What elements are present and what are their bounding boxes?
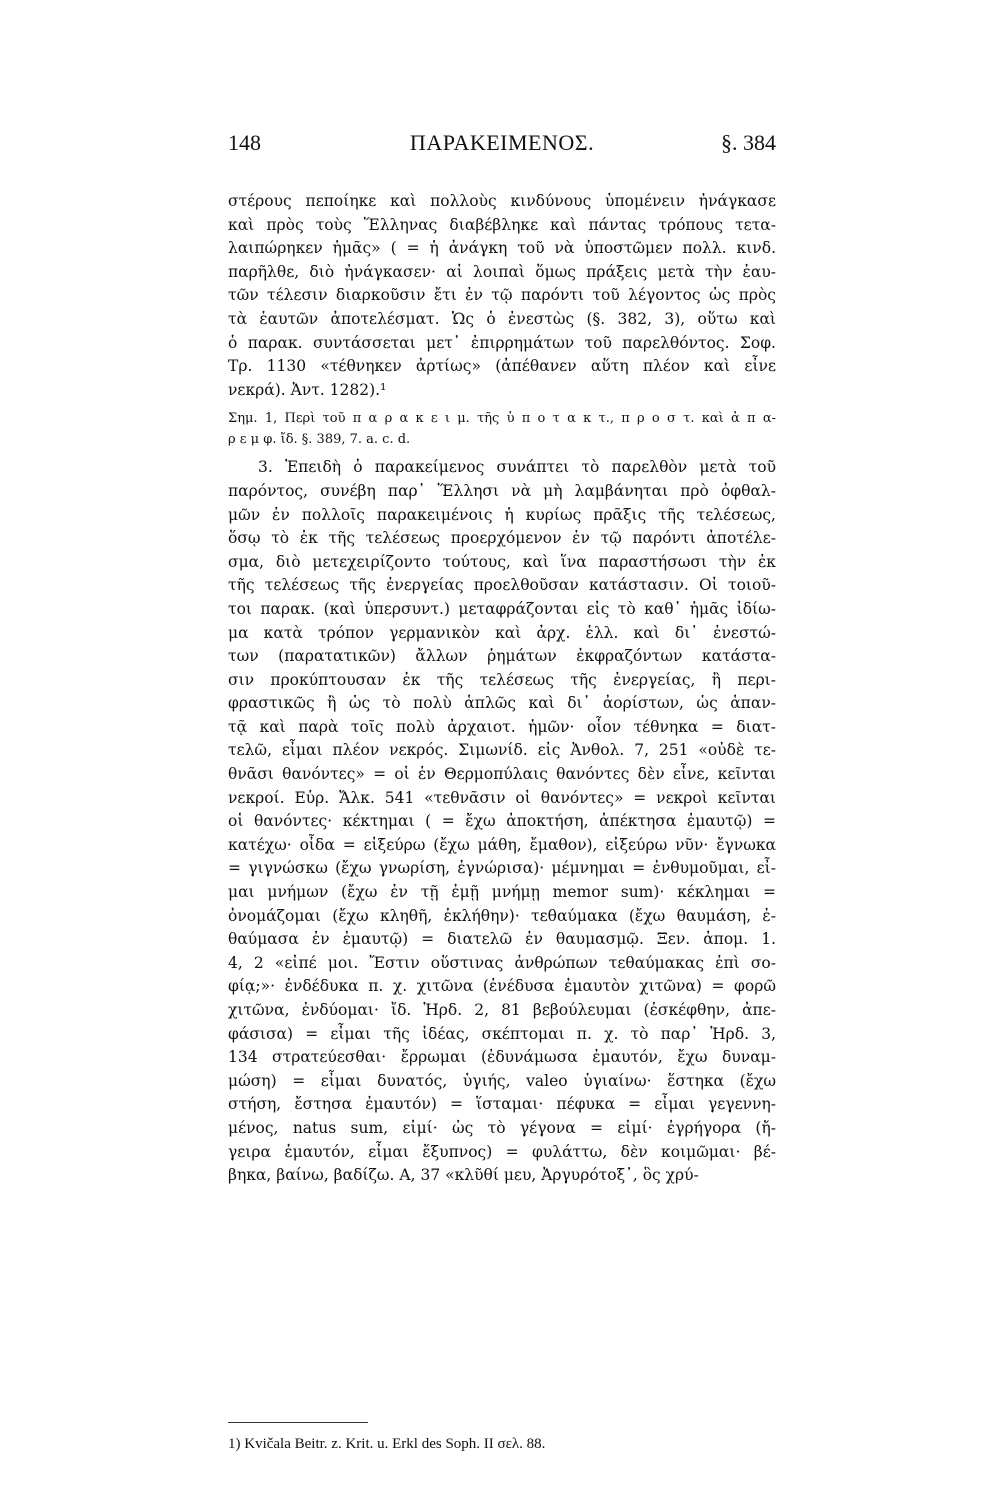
paragraph-continuation [228, 190, 776, 402]
text-line: μένος, natus sum, εἰμί· ὡς τὸ γέγονα = εἰμί· ἐγρήγορα (ἤ- [228, 1118, 776, 1137]
text-line: μαι μνήμων (ἔχω ἐν τῇ ἐμῇ μνήμῃ memor sum)· κέκλημαι = [228, 883, 776, 902]
footnote-rule [228, 1422, 368, 1423]
text-line: 3. Ἐπειδὴ ὁ παρακείμενος συνάπτει τὸ παρελθὸν μετὰ τοῦ [258, 458, 776, 477]
text-line: τᾷ καὶ παρὰ τοῖς πολὺ ἀρχαιοτ. ἡμῶν· οἷον τέθνηκα = διατ- [228, 717, 776, 736]
footnote: 1) Kvičala Beitr. z. Krit. u. Erkl des Soph. II σελ. 88. [228, 1436, 546, 1452]
main-text [228, 190, 776, 1188]
text-line: τῆς τελέσεως τῆς ἐνεργείας προελθοῦσαν κατάστασιν. Οἱ τοιοῦ- [228, 576, 776, 595]
text-line: των (παρατατικῶν) ἄλλων ῥημάτων ἐκφραζόντων κατάστα- [228, 647, 776, 666]
text-line: νεκρά). Ἀντ. 1282).¹ [228, 380, 387, 399]
text-line: ὅσῳ τὸ ἐκ τῆς τελέσεως προερχόμενον ἐν τῷ παρόντι ἀποτέλε- [228, 529, 776, 548]
text-line: κατέχω· οἶδα = εἰξεύρω (ἔχω μάθη, ἔμαθον), εἰξεύρω νῦν· ἔγνωκα [228, 835, 776, 854]
text-line: Σημ. 1, Περὶ τοῦ π α ρ α κ ε ι μ. τῆς ὑ π ο τ α κ τ., π ρ ο σ τ. καὶ ἀ π α- [228, 411, 776, 427]
text-line: καὶ πρὸς τοὺς Ἕλληνας διαβέβληκε καὶ πάντας τρόπους τετα- [228, 215, 776, 234]
text-line: βηκα, βαίνω, βαδίζω. Α, 37 «κλῦθί μευ, Ἀργυρότοξ᾽, ὃς χρύ- [228, 1166, 699, 1185]
text-line: θνᾶσι θανόντες» = οἱ ἐν Θερμοπύλαις θανόντες δὲν εἶνε, κεῖνται [228, 765, 776, 784]
remark-note [228, 408, 776, 450]
text-line: ρ ε μ φ. ἴδ. §. 389, 7. a. c. d. [228, 432, 411, 448]
text-line: παρόντος, συνέβη παρ᾽ Ἕλλησι νὰ μὴ λαμβάνηται πρὸ ὀφθαλ- [228, 481, 776, 500]
text-line: μώση) = εἶμαι δυνατός, ὑγιής, valeo ὑγιαίνω· ἕστηκα (ἔχω [228, 1071, 776, 1090]
section-number: §. 384 [721, 130, 776, 155]
text-line: παρῆλθε, διὸ ἠνάγκασεν· αἱ λοιπαὶ ὅμως πράξεις μετὰ τὴν ἑαυ- [228, 262, 776, 281]
paragraph-3 [228, 456, 776, 1187]
text-line: τὰ ἑαυτῶν ἀποτελέσματ. Ὡς ὁ ἐνεστὼς (§. 382, 3), οὕτω καὶ [228, 309, 776, 328]
text-line: χιτῶνα, ἐνδύομαι· ἴδ. Ἡρδ. 2, 81 βεβούλευμαι (ἐσκέφθην, ἀπε- [228, 1001, 776, 1019]
text-line: μῶν ἐν πολλοῖς παρακειμένοις ἡ κυρίως πρᾶξις τῆς τελέσεως, [228, 505, 776, 524]
text-line: φάσισα) = εἶμαι τῆς ἰδέας, σκέπτομαι π. χ. τὸ παρ᾽ Ἡρδ. 3, [228, 1024, 776, 1043]
text-line: τοι παρακ. (καὶ ὑπερσυντ.) μεταφράζονται εἰς τὸ καθ᾽ ἡμᾶς ἰδίω- [228, 599, 776, 618]
text-line: μα κατὰ τρόπον γερμανικὸν καὶ ἀρχ. ἑλλ. καὶ δι᾽ ἐνεστώ- [228, 623, 776, 642]
text-line: φίᾳ;»· ἐνδέδυκα π. χ. χιτῶνα (ἐνέδυσα ἐμαυτὸν χιτῶνα) = φορῶ [228, 977, 776, 996]
text-line: τῶν τέλεσιν διαρκοῦσιν ἔτι ἐν τῷ παρόντι τοῦ λέγοντος ὡς πρὸς [228, 286, 776, 305]
text-line: τελῶ, εἶμαι πλέον νεκρός. Σιμωνίδ. εἰς Ἀνθολ. 7, 251 «οὐδὲ τε- [228, 741, 776, 760]
page-header [228, 130, 776, 164]
text-line: στήση, ἔστησα ἐμαυτόν) = ἵσταμαι· πέφυκα = εἶμαι γεγεννη- [228, 1095, 776, 1114]
text-line: στέρους πεποίηκε καὶ πολλοὺς κινδύνους ὑπομένειν ἠνάγκασε [228, 192, 776, 210]
text-line: σιν προκύπτουσαν ἐκ τῆς τελέσεως τῆς ἐνεργείας, ἢ περι- [228, 670, 776, 689]
text-line: λαιπώρηκεν ἡμᾶς» ( = ἡ ἀνάγκη τοῦ νὰ ὑποστῶμεν πολλ. κινδ. [228, 239, 776, 258]
text-line: Τρ. 1130 «τέθνηκεν ἀρτίως» (ἀπέθανεν αὕτη πλέον καὶ εἶνε [228, 357, 776, 376]
text-line: οἱ θανόντες· κέκτημαι ( = ἔχω ἀποκτήση, ἀπέκτησα ἐμαυτῷ) = [228, 812, 776, 831]
text-line: ὀνομάζομαι (ἔχω κληθῆ, ἐκλήθην)· τεθαύμακα (ἔχω θαυμάση, ἐ- [228, 906, 776, 925]
text-line: 134 στρατεύεσθαι· ἔρρωμαι (ἐδυνάμωσα ἐμαυτόν, ἔχω δυναμ- [228, 1048, 776, 1067]
text-line: 4, 2 «εἰπέ μοι. Ἔστιν οὕστινας ἀνθρώπων τεθαύμακας ἐπὶ σο- [228, 953, 776, 972]
running-title: ΠΑΡΑΚΕΙΜΕΝΟΣ. [409, 130, 595, 155]
page-number: 148 [228, 130, 261, 155]
text-line: = γιγνώσκω (ἔχω γνωρίση, ἐγνώρισα)· μέμνημαι = ἐνθυμοῦμαι, εἶ- [228, 859, 776, 878]
text-line: φραστικῶς ἢ ὡς τὸ πολὺ ἁπλῶς καὶ δι᾽ ἀορίστων, ὡς ἁπαν- [228, 694, 776, 713]
text-line: γειρα ἐμαυτόν, εἶμαι ἔξυπνος) = φυλάττω, δὲν κοιμῶμαι· βέ- [228, 1142, 776, 1161]
text-line: σμα, διὸ μετεχειρίζοντο τούτους, καὶ ἵνα παραστήσωσι τὴν ἐκ [228, 552, 776, 571]
text-line: θαύμασα ἐν ἐμαυτῷ) = διατελῶ ἐν θαυμασμῷ. Ξεν. ἀπομ. 1. [228, 930, 776, 949]
text-line: νεκροί. Εὐρ. Ἄλκ. 541 «τεθνᾶσιν οἱ θανόντες» = νεκροὶ κεῖνται [228, 788, 776, 807]
text-line: ὁ παρακ. συντάσσεται μετ᾽ ἐπιρρημάτων τοῦ παρελθόντος. Σοφ. [228, 333, 776, 352]
